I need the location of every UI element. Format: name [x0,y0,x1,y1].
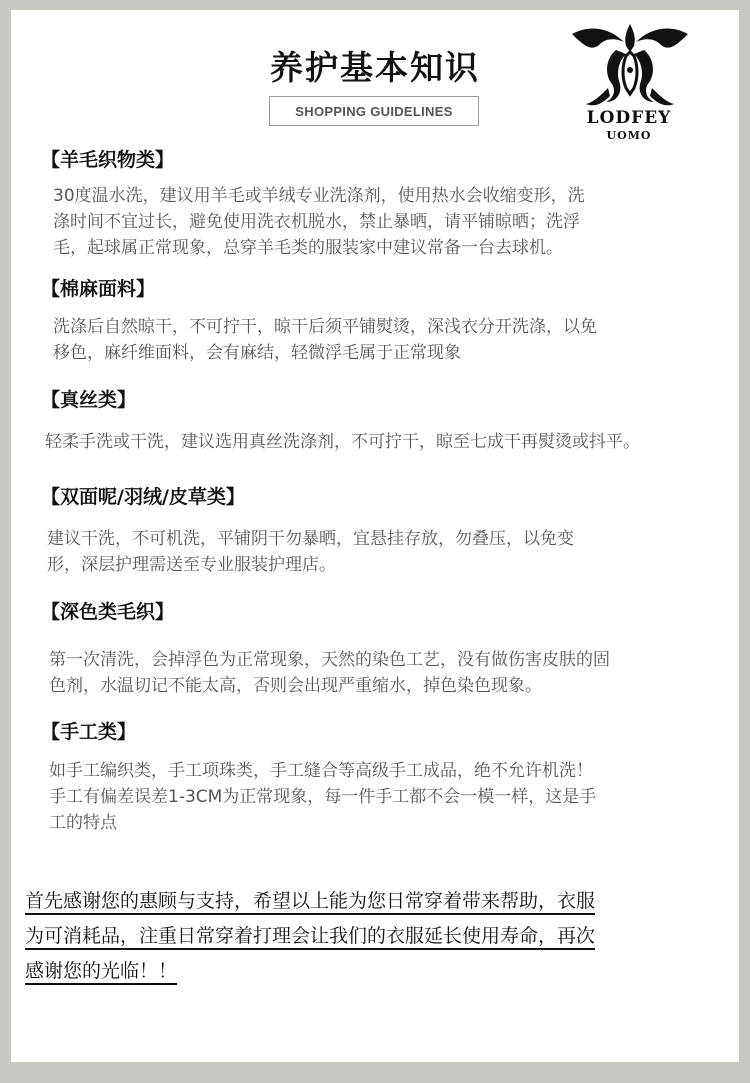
section-body-silk [45,429,640,455]
footer-line: 感谢您的光临！！ [25,960,178,982]
section-heading-dark-knit: 【深色类毛织】 [41,601,175,623]
page-title: 养护基本知识 [270,48,480,87]
brand-emblem-icon [570,22,690,112]
subtitle-badge: SHOPPING GUIDELINES [269,96,479,126]
text-line: 形，深层护理需送至专业服装护理店。 [47,555,336,575]
section-heading-silk: 【真丝类】 [41,389,137,411]
text-line: 移色，麻纤维面料，会有麻结，轻微浮毛属于正常现象 [53,343,461,363]
text-line: 如手工编织类，手工项珠类，手工缝合等高级手工成品，绝不允许机洗！ [49,761,593,781]
brand-name: LODFEY [586,108,672,128]
section-heading-wool-coat-down-fur: 【双面呢/羽绒/皮草类】 [41,486,245,508]
brand-logo [570,22,690,142]
footer-line: 首先感谢您的惠顾与支持，希望以上能为您日常穿着带来帮助，衣服 [25,890,596,912]
section-body-dark-knit [49,647,610,699]
text-line: 建议干洗，不可机洗，平铺阴干勿暴晒，宜悬挂存放，勿叠压，以免变 [47,529,574,549]
text-line: 手工有偏差误差1-3CM为正常现象，每一件手工都不会一模一样，这是手 [49,787,597,807]
text-line: 涤时间不宜过长，避免使用洗衣机脱水，禁止暴晒，请平铺晾晒；洗浮 [53,212,580,232]
section-heading-cotton-linen: 【棉麻面料】 [41,278,156,300]
section-body-cotton-linen [53,314,597,366]
thank-you-note [25,884,725,989]
section-body-handmade [49,758,596,836]
text-line: 色剂，水温切记不能太高，否则会出现严重缩水，掉色染色现象。 [49,676,542,696]
text-line: 洗涤后自然晾干，不可拧干，晾干后须平铺熨烫，深浅衣分开洗涤，以免 [53,317,597,337]
brand-subname: UOMO [606,129,652,142]
section-body-wool [53,183,585,261]
text-line: 毛，起球属正常现象，总穿羊毛类的服装家中建议常备一台去球机。 [53,238,563,258]
footer-line: 为可消耗品，注重日常穿着打理会让我们的衣服延长使用寿命，再次 [25,925,596,947]
section-heading-wool: 【羊毛织物类】 [41,149,175,171]
text-line: 工的特点 [49,813,117,833]
section-body-wool-coat-down-fur [47,526,574,578]
section-heading-handmade: 【手工类】 [41,721,137,743]
text-line: 30度温水洗，建议用羊毛或羊绒专业洗涤剂，使用热水会收缩变形，洗 [53,186,585,206]
text-line: 第一次清洗，会掉浮色为正常现象，天然的染色工艺，没有做伤害皮肤的固 [49,650,610,670]
text-line: 轻柔手洗或干洗，建议选用真丝洗涤剂，不可拧干，晾至七成干再熨烫或抖平。 [45,432,640,452]
